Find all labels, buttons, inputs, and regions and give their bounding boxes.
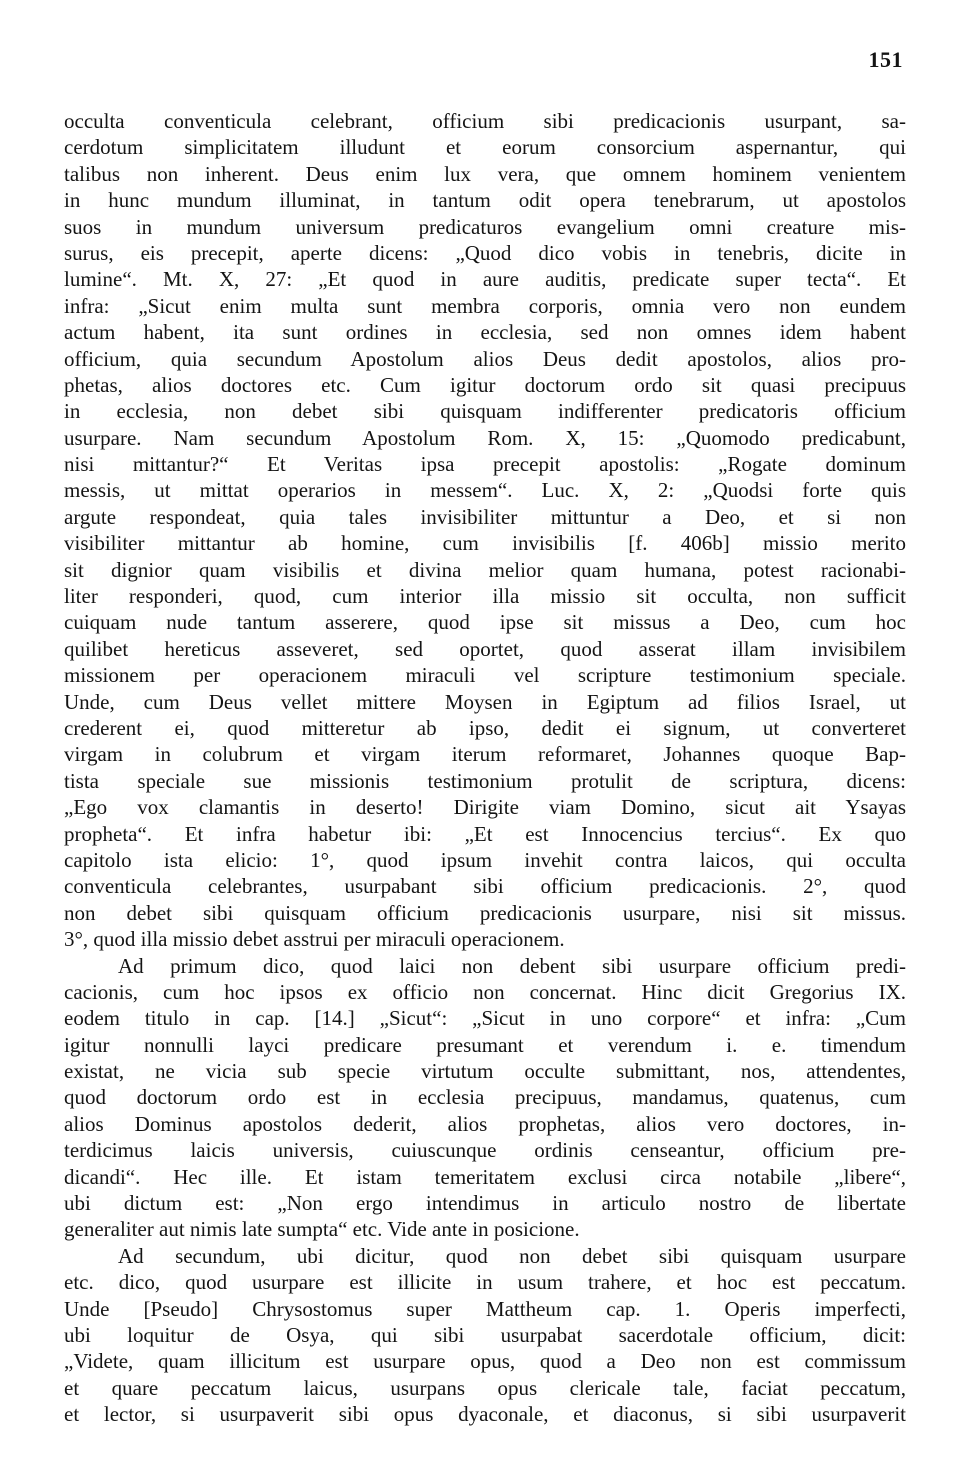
- paragraph: [64, 953, 906, 1243]
- text-line: infra: „Sicut enim multa sunt membra corporis, omnia vero non eundem: [64, 293, 906, 318]
- body-text: [64, 108, 906, 1428]
- text-line: et lector, si usurpaverit sibi opus dyaconale, et diaconus, si sibi usurpaverit: [64, 1402, 906, 1427]
- text-line: alios Dominus apostolos dederit, alios prophetas, alios vero doctores, in-: [64, 1111, 906, 1136]
- text-line: actum habent, ita sunt ordines in ecclesia, sed non omnes idem habent: [64, 320, 906, 345]
- text-line: non debet sibi quisquam officium predicacionis usurpare, nisi sit missus.: [64, 900, 906, 925]
- text-line: occulta conventicula celebrant, officium sibi predicacionis usurpant, sa-: [64, 109, 906, 133]
- text-line: usurpare. Nam secundum Apostolum Rom. X, 15: „Quomodo predicabunt,: [64, 425, 906, 450]
- text-line: lumine“. Mt. X, 27: „Et quod in aure auditis, predicate super tecta“. Et: [64, 267, 906, 292]
- text-line: surus, eis precepit, aperte dicens: „Quod dico vobis in tenebris, dicite in: [64, 240, 906, 265]
- text-line: et quare peccatum laicus, usurpans opus clericale tale, faciat peccatum,: [64, 1375, 906, 1400]
- text-line: crederent ei, quod mitteretur ab ipso, dedit ei signum, ut converteret: [64, 715, 906, 740]
- paragraph: [64, 1243, 906, 1428]
- text-line: ubi loquitur de Osya, qui sibi usurpabat sacerdotale officium, dicit:: [64, 1322, 906, 1347]
- text-line: visibiliter mittantur ab homine, cum invisibilis [f. 406b] missio merito: [64, 531, 906, 556]
- paragraph: [64, 108, 906, 953]
- text-line: argute respondeat, quia tales invisibiliter mittuntur a Deo, et si non: [64, 504, 906, 529]
- text-line: in ecclesia, non debet sibi quisquam indifferenter predicatoris officium: [64, 399, 906, 424]
- page-number: 151: [868, 47, 903, 72]
- text-line: terdicimus laicis universis, cuiuscunque ordinis censeantur, officium pre-: [64, 1138, 906, 1163]
- text-line: 3°, quod illa missio debet asstrui per miraculi operacionem.: [64, 927, 565, 952]
- text-line: Ad secundum, ubi dicitur, quod non debet sibi quisquam usurpare: [118, 1243, 906, 1268]
- text-line: Unde [Pseudo] Chrysostomus super Mattheum cap. 1. Operis imperfecti,: [64, 1296, 906, 1321]
- text-line: cuiquam nude tantum asserere, quod ipse sit missus a Deo, cum hoc: [64, 610, 906, 635]
- text-line: sit dignior quam visibilis et divina melior quam humana, potest racionabi-: [64, 557, 906, 582]
- text-line: igitur nonnulli layci predicare presumant et verendum i. e. timendum: [64, 1032, 906, 1057]
- text-line: capitolo ista elicio: 1°, quod ipsum invehit contra laicos, qui occulta: [64, 847, 906, 872]
- text-line: officium, quia secundum Apostolum alios Deus dedit apostolos, alios pro-: [64, 346, 906, 371]
- text-line: cerdotum simplicitatem illudunt et eorum consorcium aspernantur, qui: [64, 135, 906, 160]
- text-line: virgam in colubrum et virgam iterum reformaret, Johannes quoque Bap-: [64, 742, 906, 767]
- text-line: existat, ne vicia sub specie virtutum occulte submittant, nos, attendentes,: [64, 1059, 906, 1084]
- text-line: liter responderi, quod, cum interior illa missio sit occulta, non sufficit: [64, 584, 906, 609]
- text-line: „Ego vox clamantis in deserto! Dirigite viam Domino, sicut ait Ysayas: [64, 795, 906, 820]
- text-line: suos in mundum universum predicaturos evangelium omni creature mis-: [64, 214, 906, 239]
- text-line: dicandi“. Hec ille. Et istam temeritatem exclusi circa notabile „libere“,: [64, 1164, 906, 1189]
- text-line: ubi dictum est: „Non ergo intendimus in articulo nostro de libertate: [64, 1191, 906, 1216]
- text-line: propheta“. Et infra habetur ibi: „Et est Innocencius tercius“. Ex quo: [64, 821, 906, 846]
- text-line: generaliter aut nimis late sumpta“ etc. Vide ante in posicione.: [64, 1217, 580, 1242]
- text-line: nisi mittantur?“ Et Veritas ipsa precepit apostolis: „Rogate dominum: [64, 452, 906, 477]
- text-line: missionem per operacionem miraculi vel scripture testimonium speciale.: [64, 663, 906, 688]
- text-line: cacionis, cum hoc ipsos ex officio non concernat. Hinc dicit Gregorius IX.: [64, 979, 906, 1004]
- text-line: Ad primum dico, quod laici non debent sibi usurpare officium predi-: [118, 953, 906, 978]
- text-line: in hunc mundum illuminat, in tantum odit opera tenebrarum, ut apostolos: [64, 188, 906, 213]
- text-line: phetas, alios doctores etc. Cum igitur doctorum ordo sit quasi precipuus: [64, 372, 906, 397]
- text-line: quod doctorum ordo est in ecclesia precipuus, mandamus, quatenus, cum: [64, 1085, 906, 1110]
- text-line: quilibet hereticus asseveret, sed oportet, quod asserat illam invisibilem: [64, 636, 906, 661]
- text-line: conventicula celebrantes, usurpabant sibi officium predicacionis. 2°, quod: [64, 874, 906, 899]
- text-line: etc. dico, quod usurpare est illicite in usum trahere, et hoc est peccatum.: [64, 1270, 906, 1295]
- text-line: messis, ut mittat operarios in messem“. Luc. X, 2: „Quodsi forte quis: [64, 478, 906, 503]
- text-line: tista speciale sue missionis testimonium protulit de scriptura, dicens:: [64, 768, 906, 793]
- text-line: „Videte, quam illicitum est usurpare opus, quod a Deo non est commissum: [64, 1349, 906, 1374]
- text-line: talibus non inherent. Deus enim lux vera, que omnem hominem venientem: [64, 161, 906, 186]
- text-line: Unde, cum Deus vellet mittere Moysen in Egiptum ad filios Israel, ut: [64, 689, 906, 714]
- text-line: eodem titulo in cap. [14.] „Sicut“: „Sicut in uno corpore“ et infra: „Cum: [64, 1006, 906, 1031]
